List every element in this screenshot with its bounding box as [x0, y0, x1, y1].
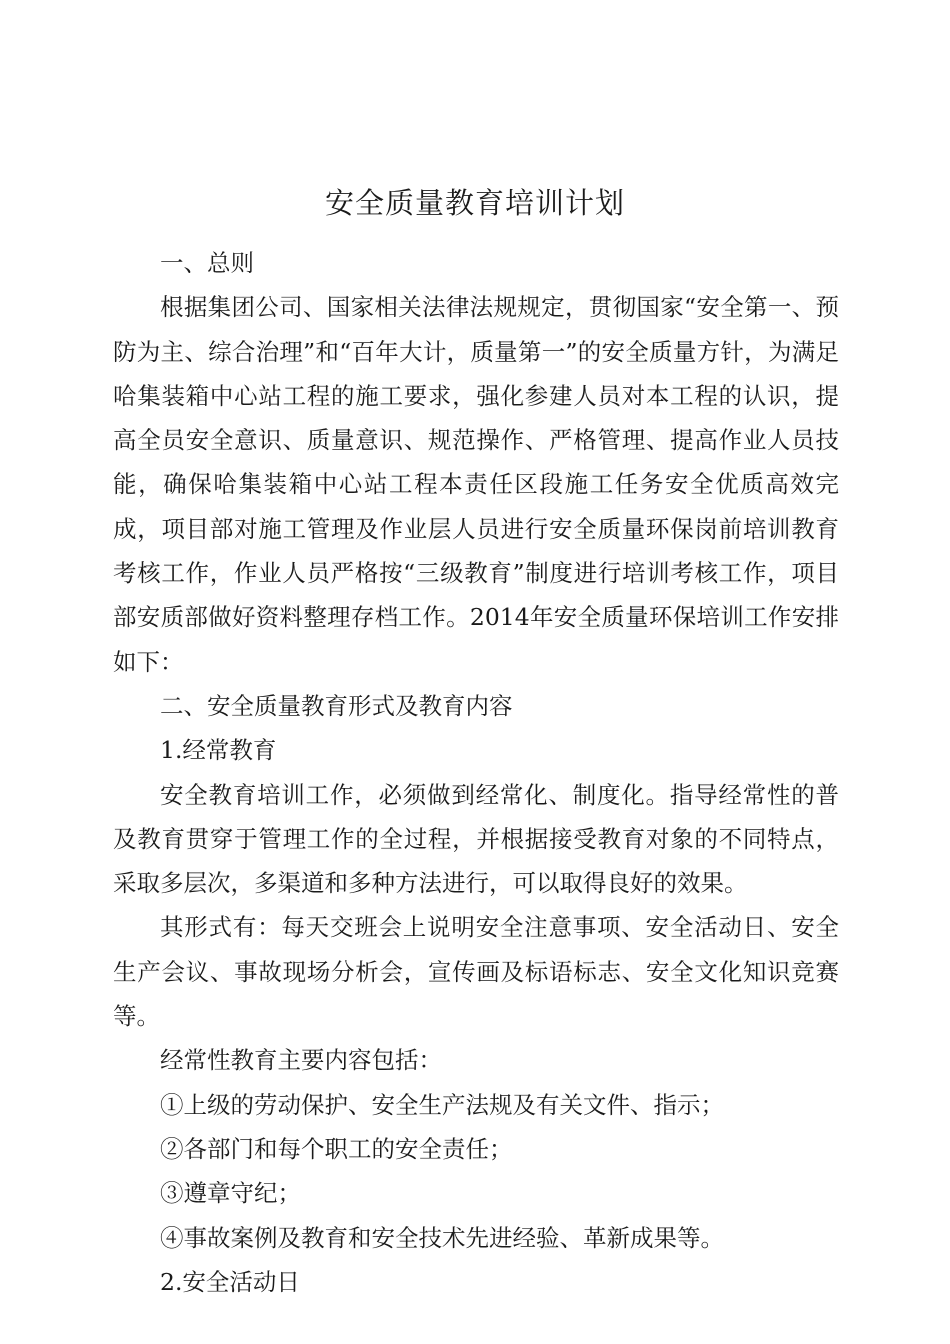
document-title: 安全质量教育培训计划: [324, 186, 625, 220]
document-body: [113, 241, 839, 1304]
list-item: ④事故案例及教育和安全技术先进经验、革新成果等。: [160, 1223, 724, 1252]
list-item: ②各部门和每个职工的安全责任；: [160, 1134, 513, 1163]
section-heading-forms-content: 二、安全质量教育形式及教育内容: [160, 691, 513, 720]
paragraph-education-forms: 其形式有：每天交班会上说明安全注意事项、安全活动日、安全生产会议、事故现场分析会，宣传画及标语标志、安全文化知识竞赛等。: [113, 913, 839, 1031]
list-item: ③遵章守纪；: [160, 1179, 301, 1208]
section-heading-general: 一、总则: [160, 249, 254, 277]
subheading-safety-activity-day: 2.安全活动日: [160, 1267, 300, 1296]
paragraph-regular-education: 安全教育培训工作，必须做到经常化、制度化。指导经常性的普及教育贯穿于管理工作的全过程，并根据接受教育对象的不同特点，采取多层次，多渠道和多种方法进行，可以取得良好的效果。: [113, 780, 839, 898]
paragraph-general: 根据集团公司、国家相关法律法规规定，贯彻国家“安全第一、预防为主、综合治理”和“百年大计，质量第一”的安全质量方针，为满足哈集装箱中心站工程的施工要求，强化参建人员对本工程的认识，提高全员安全意识、质量意识、规范操作、严格管理、提高作业人员技能，确保哈集装箱中心站工程本责任区段施工任务安全优质高效完成，项目部对施工管理及作业层人员进行安全质量环保岗前培训教育考核工作，作业人员严格按“三级教育”制度进行培训考核工作，项目部安质部做好资料整理存档工作。2014年安全质量环保培训工作安排如下：: [113, 293, 839, 676]
list-item: ①上级的劳动保护、安全生产法规及有关文件、指示；: [160, 1090, 724, 1119]
subheading-regular-education: 1.经常教育: [160, 736, 277, 765]
content-intro: 经常性教育主要内容包括：: [160, 1046, 442, 1075]
